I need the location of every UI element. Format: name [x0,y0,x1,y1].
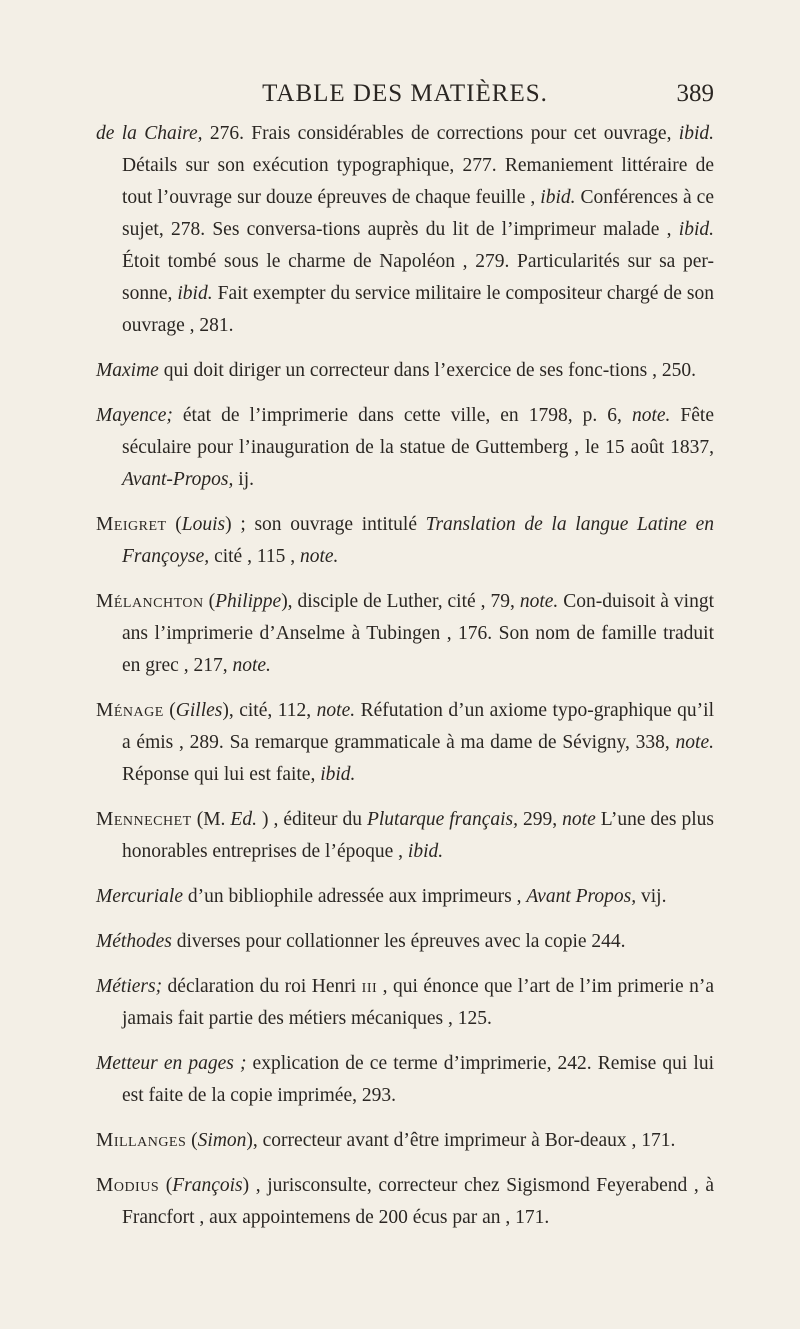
entry-italic-text: de la Chaire, [96,123,203,144]
index-entry [96,118,714,342]
entry-italic-text: note. [631,405,671,426]
entry-text: Fait exempter du service militaire le compositeur chargé de son ouvrage , 281. [122,283,714,336]
index-entries [96,118,714,1234]
entry-italic-text: note. [519,591,559,612]
entry-name: Mélanchton [96,591,204,612]
entry-italic-text: ibid. [678,219,714,240]
entry-italic-text: Philippe [215,591,282,612]
entry-italic-text: note [562,809,596,830]
entry-italic-text: ibid. [177,283,213,304]
entry-text: ) , éditeur du [256,809,367,830]
entry-text: , qui énonce que l’art de l’im primerie n’a jamais fait partie des métiers mécaniques , 125. [122,976,714,1029]
entry-italic-text: Mayence; [96,405,173,426]
entry-italic-text: note. [232,655,271,676]
entry-name: Ménage [96,700,164,721]
entry-text: Détails sur son exécution typographique, 277. Remaniement littéraire de tout l’ouvrage sur douze épreuves de chaque feuille , [122,155,714,208]
index-entry [96,355,714,387]
entry-italic-text: Ed. [230,809,257,830]
entry-text: ( [203,591,216,612]
entry-italic-text: Maxime [96,360,159,381]
entry-text: (M. [191,809,231,830]
entry-text: ( [163,700,176,721]
entry-italic-text: Avant-Propos, [122,469,234,490]
index-entry [96,586,714,682]
entry-text: ) , jurisconsulte, correcteur chez Sigismond Feyerabend , à Francfort , aux appointemens de 200 écus par an , 171. [122,1175,714,1228]
entry-italic-text: note. [316,700,356,721]
entry-text: d’un bibliophile adressée aux imprimeurs , [183,886,527,907]
entry-text: ) ; son ouvrage intitulé [225,514,426,535]
entry-italic-text: ibid. [320,764,356,785]
entry-text: Conférences à ce sujet, 278. Ses conversa-tions auprès du lit de l’imprimeur malade , [122,187,714,240]
entry-italic-text: ibid. [540,187,576,208]
entry-italic-text: ibid. [678,123,714,144]
entry-text: Con-duisoit à vingt ans l’imprimerie d’Anselme à Tubingen , 176. Son nom de famille traduit en grec , 217, [122,591,714,676]
entry-name: iii [361,976,378,997]
entry-text: ), disciple de Luther, cité , 79, [281,591,520,612]
entry-italic-text: Simon [197,1130,247,1151]
entry-text: ( [186,1130,198,1151]
entry-text: Étoit tombé sous le charme de Napoléon , 279. Particularités sur sa per-sonne, [122,251,714,304]
entry-italic-text: note. [299,546,339,567]
index-entry [96,1048,714,1112]
index-entry [96,926,714,958]
entry-text: Réponse qui lui est faite, [122,764,321,785]
entry-italic-text: Métiers; [96,976,163,997]
entry-italic-text: Translation de la langue Latine en Françoyse, [122,514,714,567]
entry-italic-text: note. [675,732,714,753]
entry-text: état de l’imprimerie dans cette ville, en 1798, p. 6, [172,405,632,426]
entry-text: Réfutation d’un axiome typo-graphique qu’il a émis , 289. Sa remarque grammaticale à ma dame de Sévigny, 338, [122,700,714,753]
entry-name: Millanges [96,1130,187,1151]
entry-text: déclaration du roi Henri [162,976,362,997]
entry-italic-text: François [172,1175,243,1196]
entry-italic-text: Avant Propos, [526,886,637,907]
entry-text: vij. [636,886,667,907]
entry-text: Fête séculaire pour l’inauguration de la statue de Guttemberg , le 15 août 1837, [122,405,714,458]
page-number: 389 [676,80,714,107]
running-title: TABLE DES MATIÈRES. [262,80,548,107]
index-entry [96,1170,714,1234]
entry-text: cité , 115 , [209,546,300,567]
index-entry [96,1125,714,1157]
entry-text: qui doit diriger un correcteur dans l’exercice de ses fonc-tions , 250. [158,360,696,381]
entry-text: 276. Frais considérables de corrections pour cet ouvrage, [202,123,679,144]
entry-text: ( [159,1175,173,1196]
entry-text: 299, [518,809,563,830]
entry-text: ), correcteur avant d’être imprimeur à Bor-deaux , 171. [246,1130,676,1151]
entry-italic-text: ibid. [407,841,444,862]
entry-name: Meigret [96,514,167,535]
entry-text: ij. [233,469,254,490]
entry-name: Mennechet [96,809,192,830]
index-entry [96,695,714,791]
entry-text: ( [166,514,182,535]
entry-italic-text: Gilles [175,700,223,721]
entry-italic-text: Louis [181,514,226,535]
index-entry [96,804,714,868]
entry-italic-text: Plutarque français, [366,809,519,830]
entry-text: diverses pour collationner les épreuves avec la copie 244. [171,931,626,952]
entry-text: ), cité, 112, [222,700,317,721]
index-entry [96,971,714,1035]
index-entry [96,400,714,496]
entry-italic-text: Metteur en pages ; [96,1053,247,1074]
entry-text: explication de ce terme d’imprimerie, 242. Remise qui lui est faite de la copie imprimée, 293. [122,1053,714,1106]
running-head [96,80,714,114]
entry-italic-text: Mercuriale [96,886,183,907]
entry-italic-text: Méthodes [96,931,172,952]
index-entry [96,881,714,913]
index-entry [96,509,714,573]
entry-text: L’une des plus honorables entreprises de l’époque , [122,809,714,862]
entry-name: Modius [96,1175,160,1196]
